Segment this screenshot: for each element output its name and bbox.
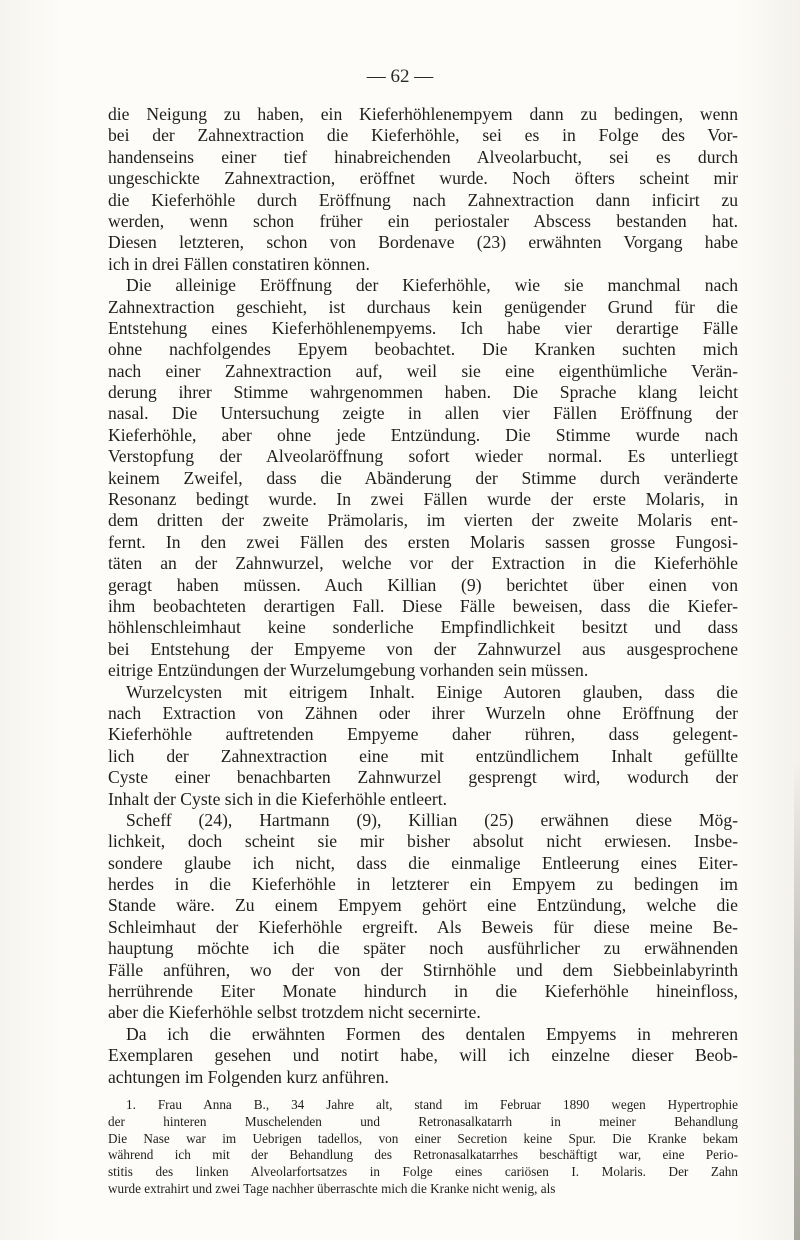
text-line: eitrige Entzündungen der Wurzelumgebung vorhanden sein müssen. bbox=[108, 660, 589, 681]
case-report-line: stitis des linken Alveolarfortsatzes in Folge eines cariösen I. Molaris. Der Zahn bbox=[108, 1164, 738, 1180]
text-line: die Neigung zu haben, ein Kieferhöhlenempyem dann zu bedingen, wenn bbox=[108, 104, 738, 124]
text-line: Resonanz bedingt wurde. In zwei Fällen wurde der erste Molaris, in bbox=[108, 489, 738, 510]
text-line: Scheff (24), Hartmann (9), Killian (25) erwähnen diese Mög- bbox=[126, 809, 738, 830]
text-line: Schleimhaut der Kieferhöhle ergreift. Als Beweis für diese meine Be- bbox=[108, 916, 738, 937]
text-line: nasal. Die Untersuchung zeigte in allen vier Fällen Eröffnung der bbox=[108, 403, 738, 424]
text-line: Exemplaren gesehen und notirt habe, will ich einzelne dieser Beob- bbox=[108, 1045, 738, 1066]
text-line: werden, wenn schon früher ein periostaler Abscess bestanden hat. bbox=[108, 210, 738, 231]
case-report-line: 1. Frau Anna B., 34 Jahre alt, stand im Februar 1890 wegen Hypertrophie bbox=[126, 1096, 738, 1112]
page-number: — 62 — bbox=[366, 66, 434, 87]
text-line: Die alleinige Eröffnung der Kieferhöhle, wie sie manchmal nach bbox=[126, 275, 738, 296]
text-line: hauptung möchte ich die später noch ausführlicher zu erwähnenden bbox=[108, 938, 738, 959]
text-line: dem dritten der zweite Prämolaris, im vierten der zweite Molaris ent- bbox=[108, 510, 738, 531]
text-line: lich der Zahnextraction eine mit entzündlichem Inhalt gefüllte bbox=[108, 745, 738, 766]
text-line: achtungen im Folgenden kurz anführen. bbox=[108, 1066, 389, 1087]
text-line: Zahnextraction geschieht, ist durchaus kein genügender Grund für die bbox=[108, 296, 738, 317]
text-line: Da ich die erwähnten Formen des dentalen Empyems in mehreren bbox=[126, 1023, 738, 1044]
text-line: Kieferhöhle, aber ohne jede Entzündung. Die Stimme wurde nach bbox=[108, 424, 738, 445]
text-line: derung ihrer Stimme wahrgenommen haben. Die Sprache klang leicht bbox=[108, 382, 738, 403]
text-line: bei der Zahnextraction die Kieferhöhle, sei es in Folge des Vor- bbox=[108, 125, 738, 146]
text-line: Diesen letzteren, schon von Bordenave (23) erwähnten Vorgang habe bbox=[108, 232, 738, 253]
case-report-line: Die Nase war im Uebrigen tadellos, von einer Secretion keine Spur. Die Kranke bekam bbox=[108, 1130, 738, 1146]
text-line: höhlenschleimhaut keine sonderliche Empfindlichkeit besitzt und dass bbox=[108, 617, 738, 638]
text-line: ihm beobachteten derartigen Fall. Diese Fälle beweisen, dass die Kiefer- bbox=[108, 595, 738, 616]
text-line: Wurzelcysten mit eitrigem Inhalt. Einige Autoren glauben, dass die bbox=[126, 681, 738, 702]
text-line: herdes in die Kieferhöhle in letzterer ein Empyem zu bedingen im bbox=[108, 874, 738, 895]
text-line: Cyste einer benachbarten Zahnwurzel gesprengt wird, wodurch der bbox=[108, 767, 738, 788]
text-line: sondere glaube ich nicht, dass die einmalige Entleerung eines Eiter- bbox=[108, 852, 738, 873]
text-line: die Kieferhöhle durch Eröffnung nach Zahnextraction dann inficirt zu bbox=[108, 189, 738, 210]
text-line: Fälle anführen, wo der von der Stirnhöhle und dem Siebbeinlabyrinth bbox=[108, 959, 738, 980]
text-line: nach Extraction von Zähnen oder ihrer Wurzeln ohne Eröffnung der bbox=[108, 702, 738, 723]
text-line: nach einer Zahnextraction auf, weil sie eine eigenthümliche Verän- bbox=[108, 360, 738, 381]
text-line: lichkeit, doch scheint sie mir bisher absolut nicht erwiesen. Insbe- bbox=[108, 831, 738, 852]
text-line: ungeschickte Zahnextraction, eröffnet wurde. Noch öfters scheint mir bbox=[108, 168, 738, 189]
page-edge-shadow bbox=[794, 760, 800, 1240]
case-report-text bbox=[108, 1097, 738, 1198]
text-line: geragt haben müssen. Auch Killian (9) berichtet über einen von bbox=[108, 574, 738, 595]
text-line: täten an der Zahnwurzel, welche vor der Extraction in die Kieferhöhle bbox=[108, 553, 738, 574]
body-paragraphs bbox=[108, 104, 738, 1088]
text-line: Stande wäre. Zu einem Empyem gehört eine Entzündung, welche die bbox=[108, 895, 738, 916]
text-line: Inhalt der Cyste sich in die Kieferhöhle entleert. bbox=[108, 788, 448, 809]
text-line: ohne nachfolgendes Epyem beobachtet. Die Kranken suchten mich bbox=[108, 339, 738, 360]
text-line: ich in drei Fällen constatiren können. bbox=[108, 253, 370, 274]
text-line: aber die Kieferhöhle selbst trotzdem nicht secernirte. bbox=[108, 1002, 481, 1023]
text-line: keinem Zweifel, dass die Abänderung der Stimme durch veränderte bbox=[108, 467, 738, 488]
text-line: bei Entstehung der Empyeme von der Zahnwurzel aus ausgesprochene bbox=[108, 638, 738, 659]
text-line: Entstehung eines Kieferhöhlenempyems. Ich habe vier derartige Fälle bbox=[108, 317, 738, 338]
text-line: Verstopfung der Alveolaröffnung sofort wieder normal. Es unterliegt bbox=[108, 446, 738, 467]
footnote-gap bbox=[108, 1088, 738, 1097]
text-line: handenseins einer tief hinabreichenden Alveolarbucht, sei es durch bbox=[108, 146, 738, 167]
case-report-line: wurde extrahirt und zwei Tage nachher überraschte mich die Kranke nicht wenig, als bbox=[108, 1180, 556, 1196]
text-line: Kieferhöhle auftretenden Empyeme daher rühren, dass gelegent- bbox=[108, 724, 738, 745]
text-line: herrührende Eiter Monate hindurch in die Kieferhöhle hineinfloss, bbox=[108, 981, 738, 1002]
case-report-line: während ich mit der Behandlung des Retronasalkatarrhes beschäftigt war, eine Perio- bbox=[108, 1147, 738, 1163]
case-report-line: der hinteren Muschelenden und Retronasalkatarrh in meiner Behandlung bbox=[108, 1113, 738, 1129]
text-line: fernt. In den zwei Fällen des ersten Molaris sassen grosse Fungosi- bbox=[108, 531, 738, 552]
body-text bbox=[108, 104, 738, 1198]
